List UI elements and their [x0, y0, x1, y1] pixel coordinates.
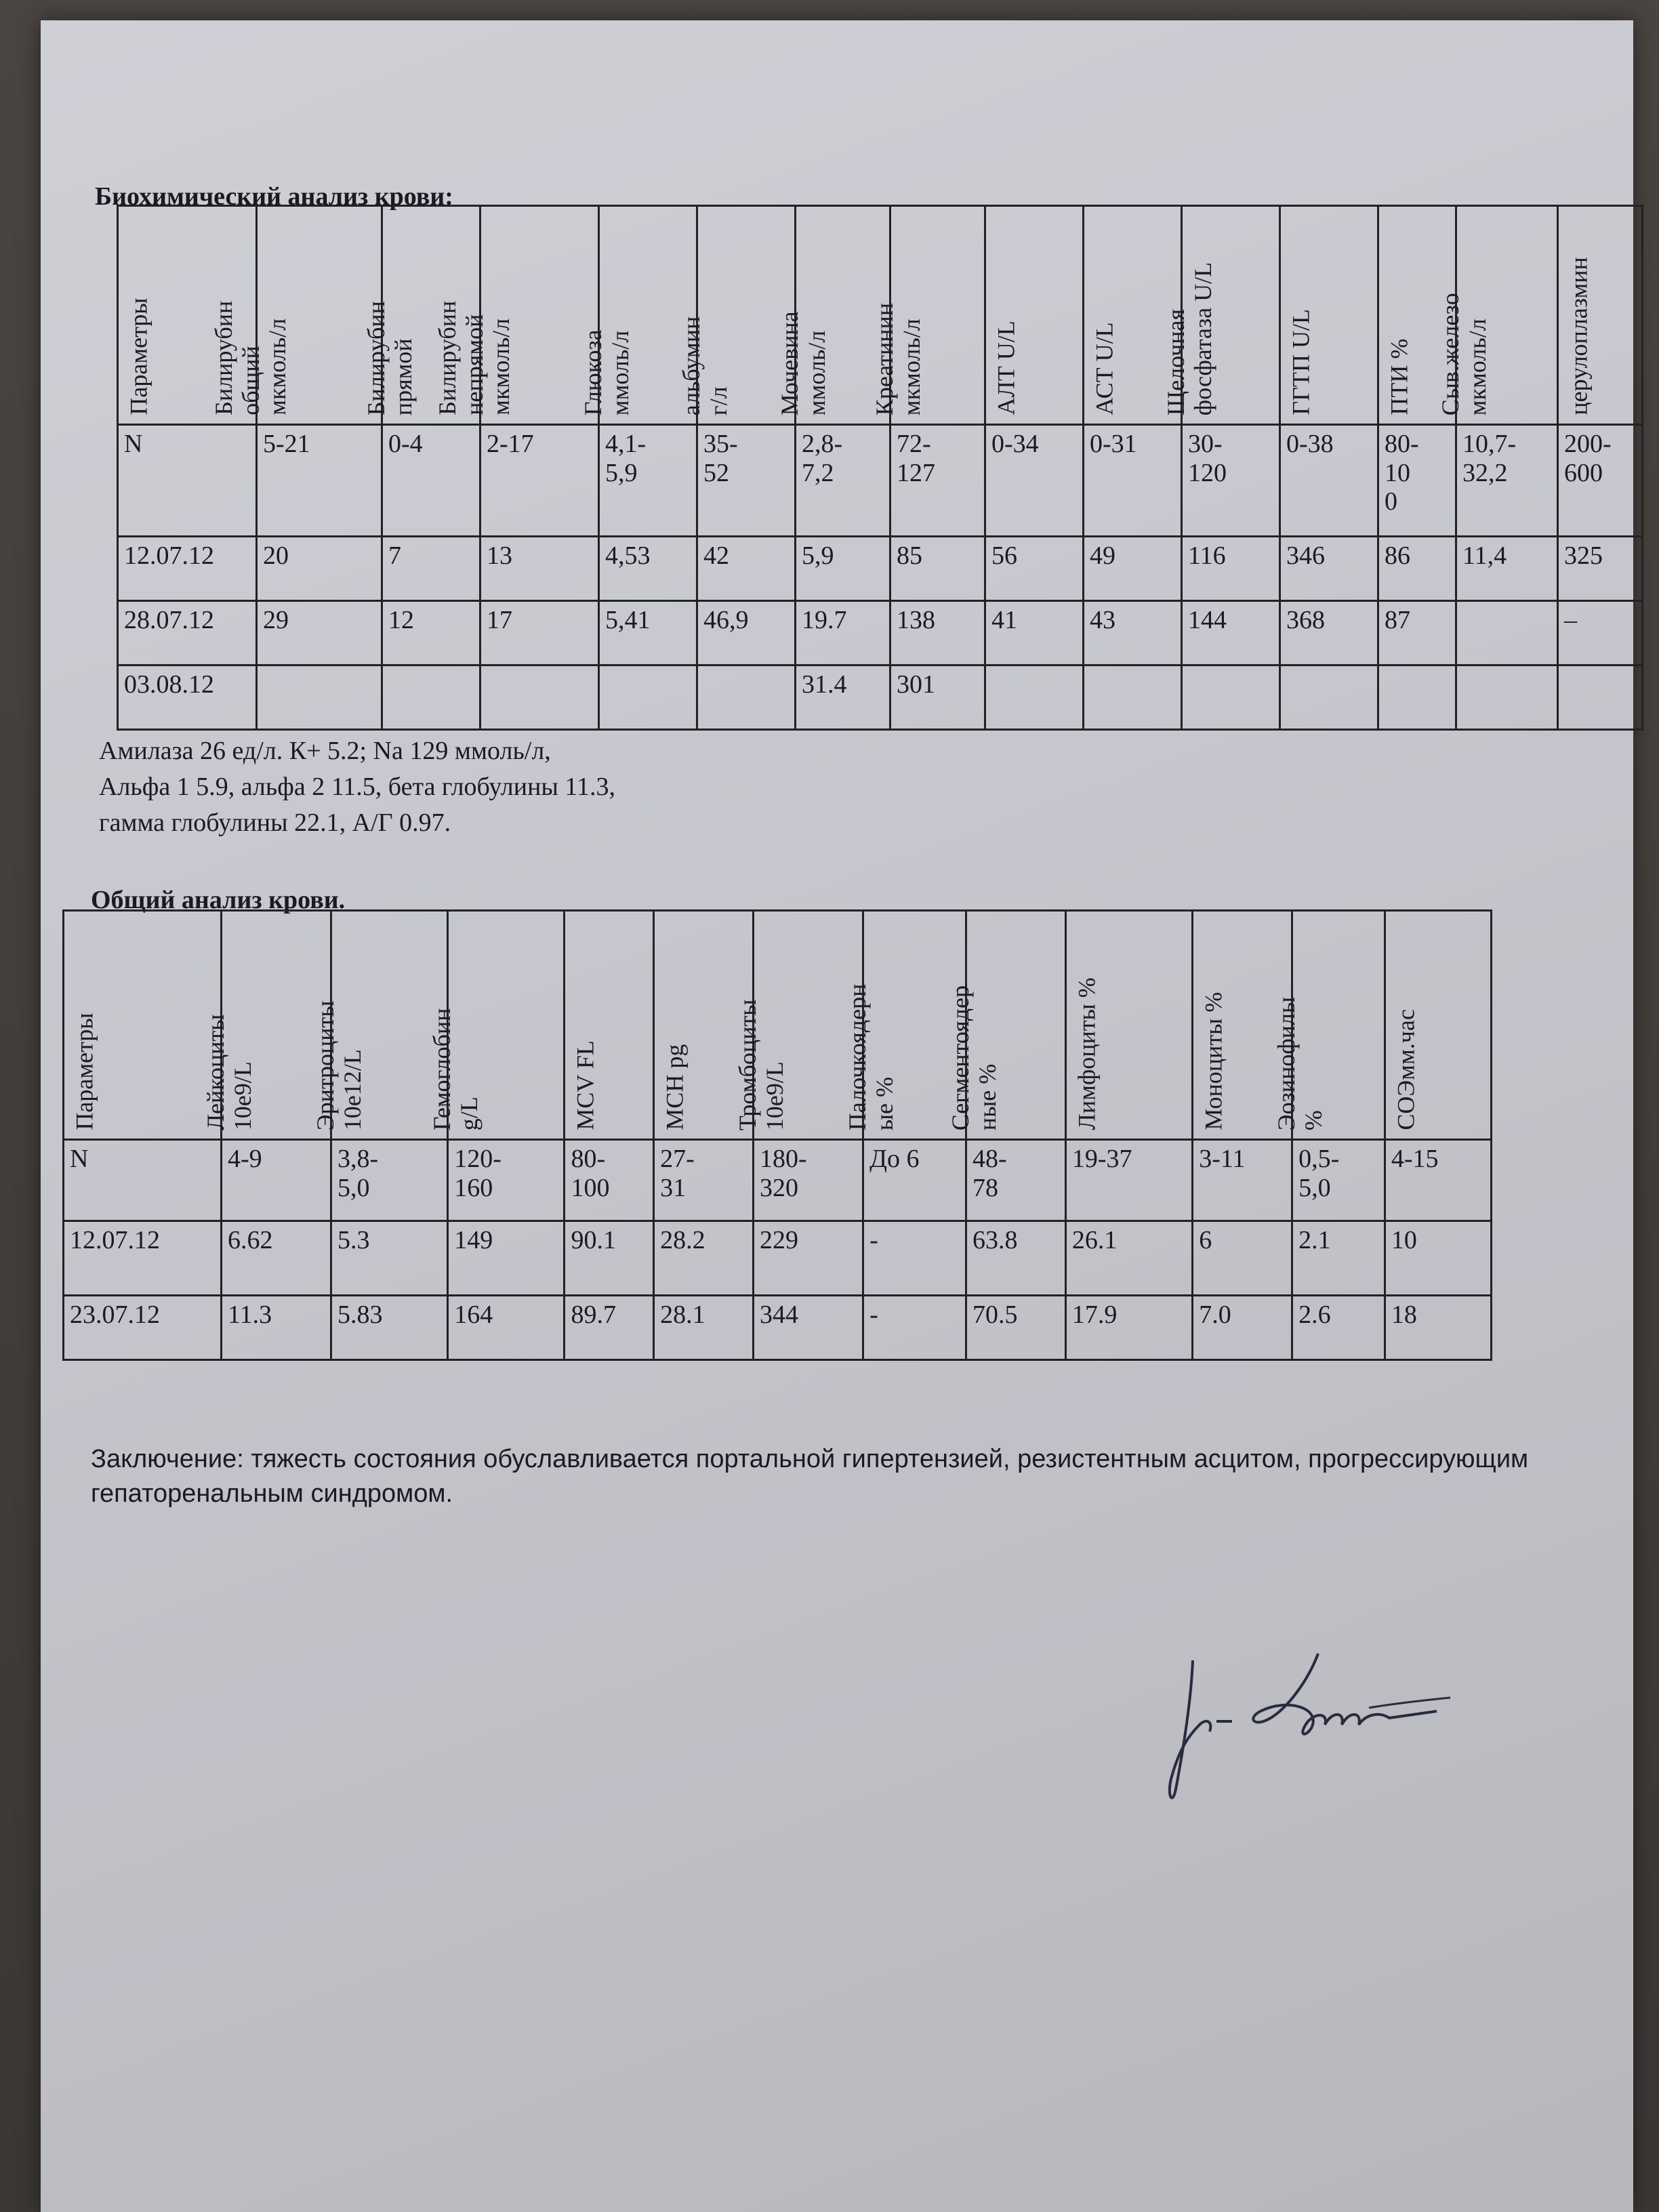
biochem-cell: 5-21: [257, 425, 382, 537]
cbc-cell: 344: [754, 1296, 863, 1360]
biochem-table: [117, 205, 1643, 731]
cbc-cell: 80- 100: [565, 1140, 654, 1221]
signature-image: [1152, 1654, 1532, 1816]
cbc-header-cell: [64, 911, 222, 1140]
cbc-cell: 6: [1193, 1221, 1292, 1296]
biochem-cell: 85: [890, 537, 985, 601]
biochem-header-cell: [1558, 206, 1643, 425]
biochem-header-label: АСТ U/L: [1090, 322, 1118, 415]
biochem-cell: 41: [985, 601, 1084, 665]
biochem-cell: 4,1- 5,9: [599, 425, 697, 537]
biochem-cell: 325: [1558, 537, 1643, 601]
biochem-header-label: АЛТ U/L: [992, 321, 1020, 415]
cbc-cell: 2.1: [1292, 1221, 1385, 1296]
biochem-cell: 138: [890, 601, 985, 665]
biochem-header-cell: [1280, 206, 1378, 425]
cbc-cell: 63.8: [966, 1221, 1066, 1296]
cbc-header-label: Тромбоциты 10e9/L: [733, 999, 788, 1130]
biochem-cell: 0-4: [382, 425, 480, 537]
biochem-header-cell: [985, 206, 1084, 425]
biochem-cell: [985, 665, 1084, 730]
biochem-cell: 116: [1182, 537, 1280, 601]
cbc-cell: 4-15: [1385, 1140, 1491, 1221]
cbc-cell: 180- 320: [754, 1140, 863, 1221]
biochem-cell: [480, 665, 599, 730]
cbc-cell: 28.1: [654, 1296, 754, 1360]
cbc-cell: 10: [1385, 1221, 1491, 1296]
biochem-cell: 19.7: [796, 601, 890, 665]
cbc-cell: 90.1: [565, 1221, 654, 1296]
cbc-header-label: Палочкоядерн ые %: [843, 983, 898, 1130]
biochem-cell: [1280, 665, 1378, 730]
biochem-header-row: [118, 206, 1643, 425]
biochem-cell: [257, 665, 382, 730]
cbc-cell: 12.07.12: [64, 1221, 222, 1296]
biochem-cell: 2,8- 7,2: [796, 425, 890, 537]
biochem-cell: [1456, 665, 1558, 730]
biochem-cell: –: [1558, 601, 1643, 665]
cbc-header-label: Параметры: [70, 1012, 98, 1130]
biochem-cell: 35- 52: [697, 425, 796, 537]
cbc-cell: До 6: [863, 1140, 966, 1221]
biochem-cell: 72- 127: [890, 425, 985, 537]
biochem-header-label: Щелочная фосфатаза U/L: [1162, 262, 1216, 415]
cbc-header-cell: [1385, 911, 1491, 1140]
biochem-cell: [382, 665, 480, 730]
cbc-cell: 2.6: [1292, 1296, 1385, 1360]
biochem-cell: 42: [697, 537, 796, 601]
biochem-cell: 11,4: [1456, 537, 1558, 601]
cbc-cell: -: [863, 1221, 966, 1296]
cbc-cell: 11.3: [221, 1296, 331, 1360]
cbc-header-row: [64, 911, 1492, 1140]
cbc-header-cell: [428, 911, 565, 1140]
biochem-header-label: Билирубин общий мкмоль/л: [210, 300, 291, 415]
cbc-cell: 149: [448, 1221, 565, 1296]
biochem-cell: 43: [1084, 601, 1182, 665]
biochem-cell: [1456, 601, 1558, 665]
cbc-cell: 5.83: [331, 1296, 448, 1360]
cbc-cell: -: [863, 1296, 966, 1360]
cbc-cell: 3-11: [1193, 1140, 1292, 1221]
cbc-header-label: СОЭмм.час: [1392, 1009, 1420, 1130]
biochem-header-cell: [870, 206, 985, 425]
cbc-header-label: Лейкоциты 10e9/L: [201, 1014, 256, 1130]
biochem-cell: 30- 120: [1182, 425, 1280, 537]
cbc-cell: 19-37: [1065, 1140, 1192, 1221]
cbc-header-label: MCH pg: [661, 1044, 689, 1130]
biochem-cell: 17: [480, 601, 599, 665]
biochem-cell: 0-34: [985, 425, 1084, 537]
biochem-cell: 13: [480, 537, 599, 601]
cbc-title: Общий анализ крови.: [91, 886, 346, 914]
biochem-cell: 03.08.12: [118, 665, 257, 730]
biochem-row: [118, 537, 1643, 601]
cbc-header-cell: [946, 911, 1066, 1140]
cbc-row: [64, 1296, 1492, 1360]
cbc-header-label: Лимфоциты %: [1073, 977, 1101, 1130]
biochem-cell: 29: [257, 601, 382, 665]
biochem-cell: N: [118, 425, 257, 537]
biochem-cell: [1558, 665, 1643, 730]
biochem-header-label: ГГТП U/L: [1287, 309, 1315, 415]
biochem-cell: 31.4: [796, 665, 890, 730]
biochem-header-label: Мочевина ммоль/л: [775, 311, 830, 415]
cbc-table: [62, 909, 1492, 1361]
cbc-cell: 6.62: [221, 1221, 331, 1296]
biochem-header-label: Билирубин прямой: [362, 300, 417, 415]
biochem-cell: 346: [1280, 537, 1378, 601]
cbc-header-cell: [1065, 911, 1192, 1140]
biochem-row: [118, 601, 1643, 665]
biochem-header-label: Билирубин непрямой мкмоль/л: [434, 300, 515, 415]
biochem-cell: 12.07.12: [118, 537, 257, 601]
biochem-header-cell: [1436, 206, 1558, 425]
biochem-cell: 56: [985, 537, 1084, 601]
biochem-cell: [599, 665, 697, 730]
cbc-header-label: Эозинофилы %: [1272, 996, 1327, 1130]
biochem-header-label: Сыв.железо мкмоль/л: [1436, 293, 1491, 415]
biochem-header-label: Глюкоза ммоль/л: [579, 329, 634, 415]
biochem-cell: 86: [1378, 537, 1456, 601]
cbc-cell: 229: [754, 1221, 863, 1296]
cbc-row: [64, 1140, 1492, 1221]
cbc-header-label: Моноциты %: [1200, 992, 1227, 1130]
biochem-cell: 5,9: [796, 537, 890, 601]
cbc-cell: 0,5- 5,0: [1292, 1140, 1385, 1221]
cbc-cell: 23.07.12: [64, 1296, 222, 1360]
biochem-cell: 49: [1084, 537, 1182, 601]
biochem-cell: 368: [1280, 601, 1378, 665]
cbc-cell: 70.5: [966, 1296, 1066, 1360]
biochem-row: [118, 425, 1643, 537]
biochem-cell: [1378, 665, 1456, 730]
cbc-cell: N: [64, 1140, 222, 1221]
biochem-cell: 10,7- 32,2: [1456, 425, 1558, 537]
cbc-cell: 3,8- 5,0: [331, 1140, 448, 1221]
cbc-header-label: Эритроциты 10e12/L: [311, 1000, 366, 1130]
cbc-cell: 4-9: [221, 1140, 331, 1221]
cbc-cell: 7.0: [1193, 1296, 1292, 1360]
biochem-cell: 12: [382, 601, 480, 665]
cbc-cell: 17.9: [1065, 1296, 1192, 1360]
cbc-cell: 5.3: [331, 1221, 448, 1296]
biochem-row: [118, 665, 1643, 730]
biochem-cell: 20: [257, 537, 382, 601]
biochem-cell: 46,9: [697, 601, 796, 665]
biochem-cell: 144: [1182, 601, 1280, 665]
biochem-cell: 5,41: [599, 601, 697, 665]
biochem-header-label: альбумин г/л: [677, 316, 732, 415]
cbc-cell: 18: [1385, 1296, 1491, 1360]
biochem-header-label: Креатинин мкмоль/л: [870, 302, 925, 415]
biochem-cell: [1182, 665, 1280, 730]
cbc-header-cell: [565, 911, 654, 1140]
biochem-cell: 200- 600: [1558, 425, 1643, 537]
biochem-title: Биохимический анализ крови:: [95, 182, 453, 211]
biochem-header-label: церулоплазмин: [1565, 257, 1593, 415]
biochem-cell: 28.07.12: [118, 601, 257, 665]
cbc-cell: 48- 78: [966, 1140, 1066, 1221]
biochem-cell: 87: [1378, 601, 1456, 665]
cbc-header-label: Гемоглобин g/L: [428, 1008, 483, 1130]
biochem-cell: 0-31: [1084, 425, 1182, 537]
biochem-cell: 2-17: [480, 425, 599, 537]
cbc-cell: 27- 31: [654, 1140, 754, 1221]
biochem-header-label: Параметры: [125, 298, 152, 415]
cbc-cell: 26.1: [1065, 1221, 1192, 1296]
cbc-header-label: MCV FL: [571, 1040, 599, 1130]
conclusion-text: Заключение: тяжесть состояния обуславливается портальной гипертензией, резистентным асцитом, прогрессирующим гепаторенальным синдромом.: [91, 1445, 1529, 1509]
biochem-cell: 0-38: [1280, 425, 1378, 537]
biochem-cell: 301: [890, 665, 985, 730]
biochem-cell: 7: [382, 537, 480, 601]
biochem-header-cell: [1162, 206, 1280, 425]
biochem-cell: 80- 10 0: [1378, 425, 1456, 537]
biochem-notes: Амилаза 26 ед/л. К+ 5.2; Na 129 ммоль/л, Альфа 1 5.9, альфа 2 11.5, бета глобулины 11.3, гамма глобулины 22.1, А/Г 0.97.: [99, 737, 616, 838]
cbc-cell: 164: [448, 1296, 565, 1360]
cbc-header-label: Сегментоядер ные %: [946, 985, 1001, 1130]
cbc-cell: 28.2: [654, 1221, 754, 1296]
biochem-cell: [1084, 665, 1182, 730]
cbc-cell: 89.7: [565, 1296, 654, 1360]
biochem-header-label: ПТИ %: [1385, 339, 1413, 415]
cbc-row: [64, 1221, 1492, 1296]
cbc-cell: 120- 160: [448, 1140, 565, 1221]
cbc-header-cell: [1272, 911, 1385, 1140]
biochem-cell: [697, 665, 796, 730]
biochem-cell: 4,53: [599, 537, 697, 601]
